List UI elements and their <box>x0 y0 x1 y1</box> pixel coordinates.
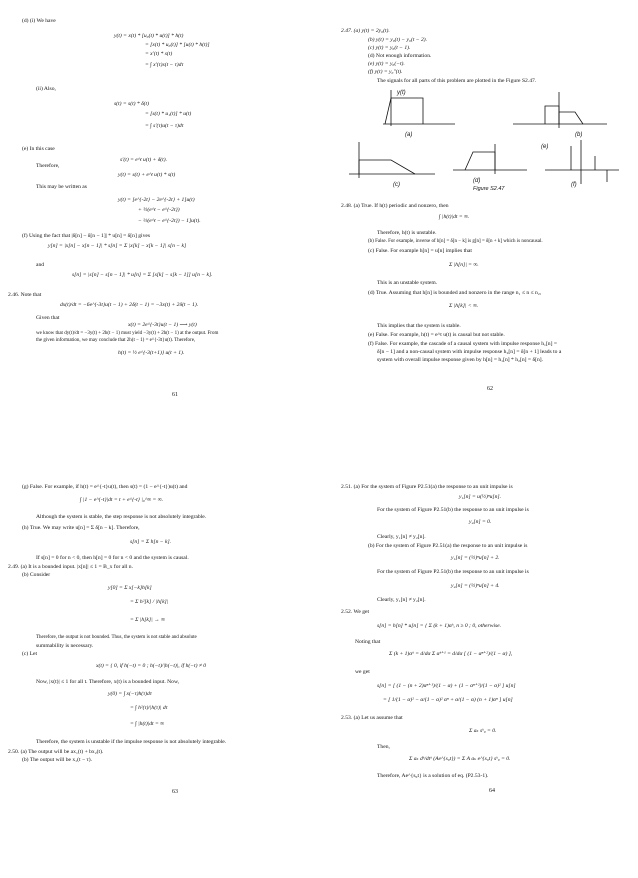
text-line: (d) (i) We have <box>22 18 56 24</box>
equation: x(t) = { 0, if h(−t) = 0 ; h(−t)/|h(−t)|, if h(−t) ≠ 0 <box>96 663 207 669</box>
text-line: and <box>36 262 45 268</box>
panel-label: (a) <box>405 132 413 138</box>
text-line: This is an unstable system. <box>377 280 438 286</box>
equation: + ½(e^t − e^{-2t}) <box>138 207 180 213</box>
equation: s[n] = h[n] * u[n] = { Σ (k + 1)αᵏ, n ≥ 0 ; 0, otherwise. <box>377 623 502 629</box>
equation: ∫ |h(t)|dt = ∞. <box>439 214 470 220</box>
text-line: 2.52. We get <box>341 609 370 615</box>
equation: (f) y(t) = y₀″(t). <box>368 69 403 75</box>
text-line: 2.48. (a) True. If h(t) periodic and nonzero, then <box>341 203 449 209</box>
text-line: For the system of Figure P2.51(b) the response to an unit impulse is <box>377 569 529 575</box>
text-line: (f) Using the fact that |δ[n] − δ[n − 1]| * u[n] = δ[n] gives <box>22 233 151 239</box>
panel-a-plot <box>383 90 455 126</box>
text-line: (b) False. For example, inverse of h[n] = δ[n − k] is g[n] = δ[n + k] which is noncausal. <box>368 239 543 244</box>
page-number: 63 <box>172 789 178 795</box>
text-line: Noting that <box>355 639 381 645</box>
text-line: the given information, we may conclude that 2h(t − 1) = e^{-3t}u(t). Therefore, <box>36 338 196 343</box>
text-line: Therefore, <box>36 163 60 169</box>
text-line: (h) True. We may write u[n] = Σ δ[n − k]. Therefore, <box>22 525 140 531</box>
equation: y₁[n] = u(½)ⁿu[n]. <box>459 494 501 500</box>
figure-caption: Figure S2.47 <box>473 186 505 192</box>
text-line: Therefore, the output is not bounded. Thus, the system is not stable and absolute <box>36 635 197 640</box>
equation: = ∫ x′(τ)s(t − τ)dτ <box>145 62 184 68</box>
text-line: (d) Not enough information. <box>368 53 432 59</box>
panel-label: (f) <box>571 182 577 188</box>
text-line: we know that dy(t)/dt = −3y(t) + 2h(t − 1) must yield −3y(t) + 2h(t − 1) at the output. From <box>36 331 219 336</box>
page-62 <box>319 0 638 439</box>
equation: = ∫ |h(t)|dt = ∞ <box>130 721 165 727</box>
equation: = [s(t) * u₁(t)] * u(t) <box>145 111 192 117</box>
equation: s[n] = |s[n] − s[n − 1]| * u[n] = Σ [s[k] − s[k − 1]] u[n − k]. <box>72 272 213 278</box>
panel-d-plot <box>453 144 527 174</box>
page-number: 61 <box>172 392 178 398</box>
text-line: (d) True. Assuming that h[n] is bounded and nonzero in the range n₁ ≤ n ≤ n₂, <box>368 290 542 296</box>
equation: dx(t)/dt = −6e^{-3t}u(t − 1) + 2δ(t − 1) = −3x(t) + 2δ(t − 1). <box>60 302 199 308</box>
equation: s[n] = [ (1 − (n + 2)αⁿ⁺¹)/(1 − α) + (1 − αⁿ⁺²)/(1 − α)² ] u[n] <box>377 683 516 689</box>
text-line: Then, <box>377 744 390 750</box>
text-line: 2.50. (a) The output will be ax₁(t) + bx₂(t). <box>8 749 104 755</box>
text-line: we get <box>355 669 370 675</box>
text-line: For the system of Figure P2.51(b) the response to an unit impulse is <box>377 507 529 513</box>
text-line: Now, |x(t)| ≤ 1 for all t. Therefore, x(t) is a bounded input. Now, <box>36 679 180 685</box>
equation: s′(t) = e^t u(t) + δ(t). <box>120 157 167 163</box>
equation: = [ 1/(1 − α)² − α/(1 − α)² αⁿ + α/(1 − α) (n + 1)αⁿ ] u[n] <box>383 697 513 703</box>
equation: x(t) = 2e^{-3t}u(t − 1) ⟶ y(t) <box>128 322 197 328</box>
panel-c-plot <box>349 142 435 178</box>
page-number: 62 <box>487 386 493 392</box>
axis-label: y(t) <box>397 90 406 96</box>
equation: Σ (k + 1)αᵏ = d/dα Σ αᵏ⁺¹ = d/dα [ (1 − αⁿ⁺²)/(1 − α) ], <box>389 651 513 657</box>
text-line: Therefore, the system is unstable if the impulse response is not absolutely integrable. <box>36 739 227 745</box>
text-line: 2.46. Note that <box>8 292 42 298</box>
equation: y(t) = x(t) * [u₀(t) * u(t)] * h(t) <box>114 33 184 39</box>
equation: Σ |h[n]| = ∞. <box>449 262 479 268</box>
text-line: (c) False. For example h[n] = u[n] implies that <box>368 248 472 254</box>
panel-b-plot <box>513 92 607 128</box>
page-63 <box>0 439 319 878</box>
equation: = Σ |h[k]| → ∞ <box>130 617 165 623</box>
text-line: δ[n − 1] and a non-causal system with impulse response h₂[n] = δ[n + 1] leads to a <box>377 349 562 355</box>
text-line: This may be written as <box>36 184 87 190</box>
equation: = [x(t) * u₀(t)] * [u(t) * h(t)] <box>145 42 210 48</box>
text-line: 2.51. (a) For the system of Figure P2.51(a) the response to an unit impulse is <box>341 484 513 490</box>
text-line: 2.49. (a) It is a bounded input. |x[n]| ≤ 1 = B_x for all n. <box>8 564 133 570</box>
equation: Σ aₖ dᵏ/dtᵏ (Ae^{s₀t}) = Σ A aₖ e^{s₀t} sᵏ₀ = 0. <box>409 756 511 762</box>
text-line: Clearly, y₁[n] ≠ y₂[n]. <box>377 597 426 603</box>
text-line: (ii) Also, <box>36 86 56 92</box>
text-line: If s[n] = 0 for n < 0, then h[n] = 0 for n < 0 and the system is causal. <box>36 555 189 561</box>
text-line: summability is necessary. <box>36 643 94 649</box>
equation: s(t) = s(t) * δ(t) <box>114 101 149 107</box>
text-line: (b) Consider <box>22 572 51 578</box>
equation: − ⅔(e^t − e^{-2t}) − 1]u(t). <box>138 218 201 224</box>
text-line: Therefore, h(t) is unstable. <box>377 230 437 236</box>
text-line: 2.53. (a) Let us assume that <box>341 715 403 721</box>
text-line: Clearly, y₁[n] ≠ y₂[n]. <box>377 534 426 540</box>
equation: y₁[n] = (½)ⁿu[n] + 2. <box>451 555 500 561</box>
panel-label: (e) <box>541 144 549 150</box>
equation: 2.47. (a) y(t) = 2y₀(t). <box>341 28 390 34</box>
equation: (c) y(t) = y₀(t − 1). <box>368 45 411 51</box>
equation: = Σ h²[k] / |h[k]| <box>130 599 169 605</box>
text-line: (c) Let <box>22 651 38 657</box>
text-line: Therefore, Ae^{s₀t} is a solution of eq. (P2.53-1). <box>377 773 489 779</box>
text-line: (e) In this case <box>22 146 55 152</box>
text-line: This implies that the system is stable. <box>377 323 461 329</box>
text-line: (e) False. For example, h(t) = e^t u(t) is causal but not stable. <box>368 332 505 338</box>
equation: (b) y(t) = y₀(t) − y₀(t − 2). <box>368 37 428 43</box>
panel-f-plot <box>545 140 619 184</box>
equation: s[n] = Σ h[n − k]. <box>130 539 172 545</box>
equation: y(0) = ∫ x(−τ)h(τ)dτ <box>108 691 152 697</box>
equation: ∫ |1 − e^{-t}|dt = t + e^{-t} |₀^∞ = ∞. <box>80 497 164 503</box>
figure-s2-47 <box>345 86 623 201</box>
text-line: system with overall impulse response given by h[n] = h₁[n] * h₂[n] = δ[n]. <box>377 357 544 363</box>
equation: y[n] = |x[n] − x[n − 1]| * s[n] = Σ |x[k] − x[k − 1]| s[n − k] <box>48 243 187 249</box>
equation: y(t) = [e^{-2t} − 2e^{-2t} + 1]u(t) <box>118 197 195 203</box>
equation: y₂[n] = (½)ⁿu[n] + 4. <box>451 583 500 589</box>
page-64 <box>319 439 638 878</box>
text-line: Given that <box>36 315 60 321</box>
text-line: (g) False. For example, if h(t) = e^{-t}u(t), then s(t) = (1 − e^{-t})u(t) and <box>22 484 188 490</box>
equation: Σ aₖ sᵏ₀ = 0. <box>469 728 497 734</box>
text-line: (f) False. For example, the cascade of a causal system with impulse response h₁[n] = <box>368 341 558 347</box>
page-61 <box>0 0 319 439</box>
text-line: (b) The output will be x₁(t − τ). <box>22 757 93 763</box>
equation: (e) y(t) = y₀(−t). <box>368 61 405 67</box>
equation: y[0] = Σ x[−k]h[k] <box>108 585 152 591</box>
equation: y(t) = s(t) + e^t u(t) * s(t) <box>118 172 176 178</box>
page-number: 64 <box>489 788 495 794</box>
equation: y₂[n] = 0. <box>469 519 492 525</box>
text-line: Although the system is stable, the step response is not absolutely integrable. <box>36 514 207 520</box>
equation: = ∫ h²(τ)/|h(τ)| dτ <box>130 705 168 711</box>
panel-label: (c) <box>393 182 400 188</box>
equation: h(t) = ½ e^{-3(t+1)} u(t + 1). <box>118 350 185 356</box>
panel-label: (b) <box>575 132 583 138</box>
text-line: The signals for all parts of this problem are plotted in the Figure S2.47. <box>377 78 537 84</box>
equation: = ∫ s′(τ)u(t − τ)dτ <box>145 123 184 129</box>
equation: = x′(t) * s(t) <box>145 51 173 57</box>
text-line: (b) For the system of Figure P2.51(a) the response to an unit impulse is <box>368 543 528 549</box>
equation: Σ |h[k]| < ∞. <box>449 303 479 309</box>
panel-label: (d) <box>473 178 481 184</box>
